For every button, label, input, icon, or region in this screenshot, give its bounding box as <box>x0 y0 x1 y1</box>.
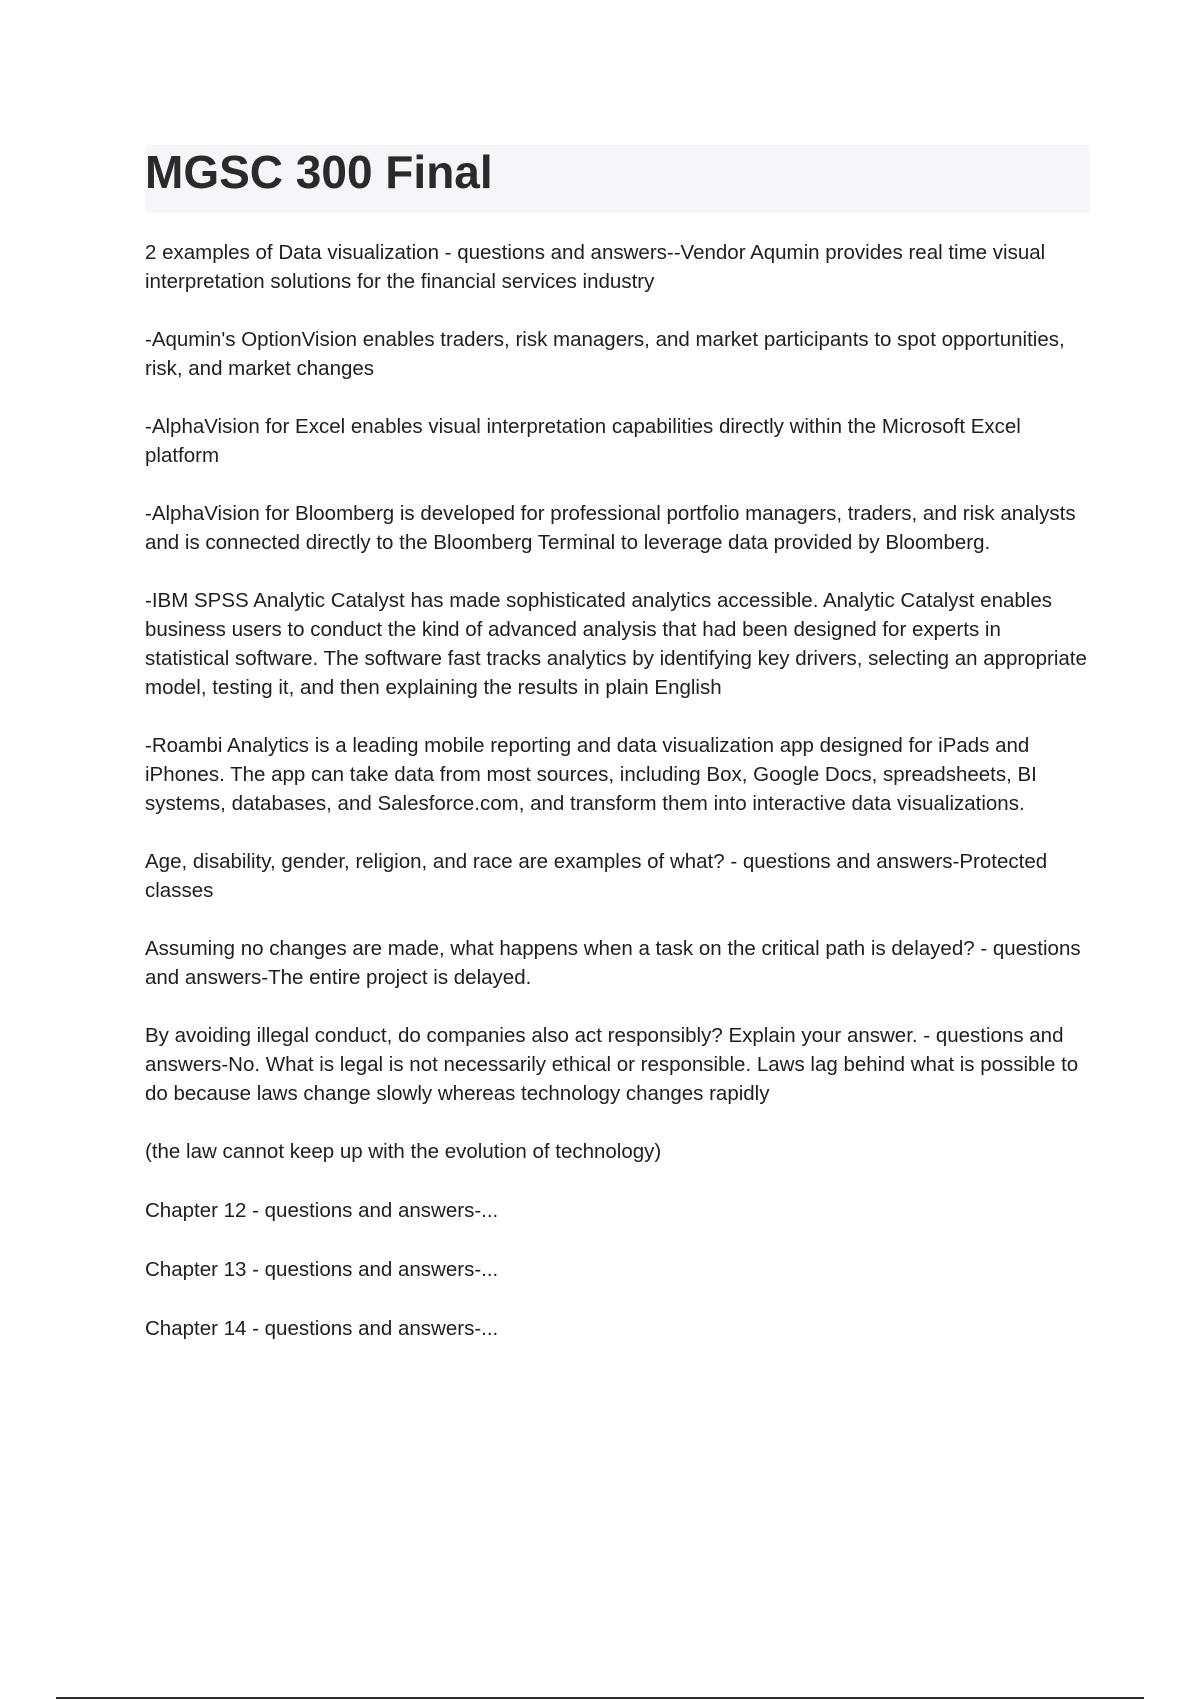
qa-paragraph: Chapter 12 - questions and answers-... <box>145 1199 499 1222</box>
qa-paragraph: -Roambi Analytics is a leading mobile reporting and data visualization app designed for iPads and iPhones. The app can take data from most sources, including Box, Google Docs, spreadsheets, BI systems, databases, and Salesforce.com, and transform them into interactive data visualizations. <box>145 734 1037 815</box>
document-body <box>145 238 1090 1373</box>
footer-divider <box>56 1697 1144 1699</box>
qa-paragraph: Chapter 14 - questions and answers-... <box>145 1317 499 1340</box>
qa-paragraph: -AlphaVision for Bloomberg is developed for professional portfolio managers, traders, and risk analysts and is connected directly to the Bloomberg Terminal to leverage data provided by Bloomberg. <box>145 502 1076 554</box>
qa-paragraph: -Aqumin's OptionVision enables traders, risk managers, and market participants to spot opportunities, risk, and market changes <box>145 328 1065 380</box>
qa-paragraph: Assuming no changes are made, what happens when a task on the critical path is delayed? - questions and answers-The entire project is delayed. <box>145 937 1081 989</box>
qa-paragraph: Age, disability, gender, religion, and race are examples of what? - questions and answers-Protected classes <box>145 850 1048 902</box>
qa-paragraph: -IBM SPSS Analytic Catalyst has made sophisticated analytics accessible. Analytic Catalyst enables business users to conduct the kind of advanced analysis that had been designed for experts in statistical software. The software fast tracks analytics by identifying key drivers, selecting an appropriate model, testing it, and then explaining the results in plain English <box>145 589 1087 699</box>
qa-paragraph: 2 examples of Data visualization - questions and answers--Vendor Aqumin provides real time visual interpretation solutions for the financial services industry <box>145 241 1046 293</box>
title-band <box>145 145 1090 213</box>
document-title: MGSC 300 Final <box>145 146 493 198</box>
qa-paragraph: -AlphaVision for Excel enables visual interpretation capabilities directly within the Microsoft Excel platform <box>145 415 1021 467</box>
qa-paragraph: Chapter 13 - questions and answers-... <box>145 1258 499 1281</box>
qa-paragraph: (the law cannot keep up with the evolution of technology) <box>145 1140 662 1163</box>
qa-paragraph: By avoiding illegal conduct, do companies also act responsibly? Explain your answer. - questions and answers-No. What is legal is not necessarily ethical or responsible. Laws lag behind what is possible to do because laws change slowly whereas technology changes rapidly <box>145 1024 1079 1105</box>
